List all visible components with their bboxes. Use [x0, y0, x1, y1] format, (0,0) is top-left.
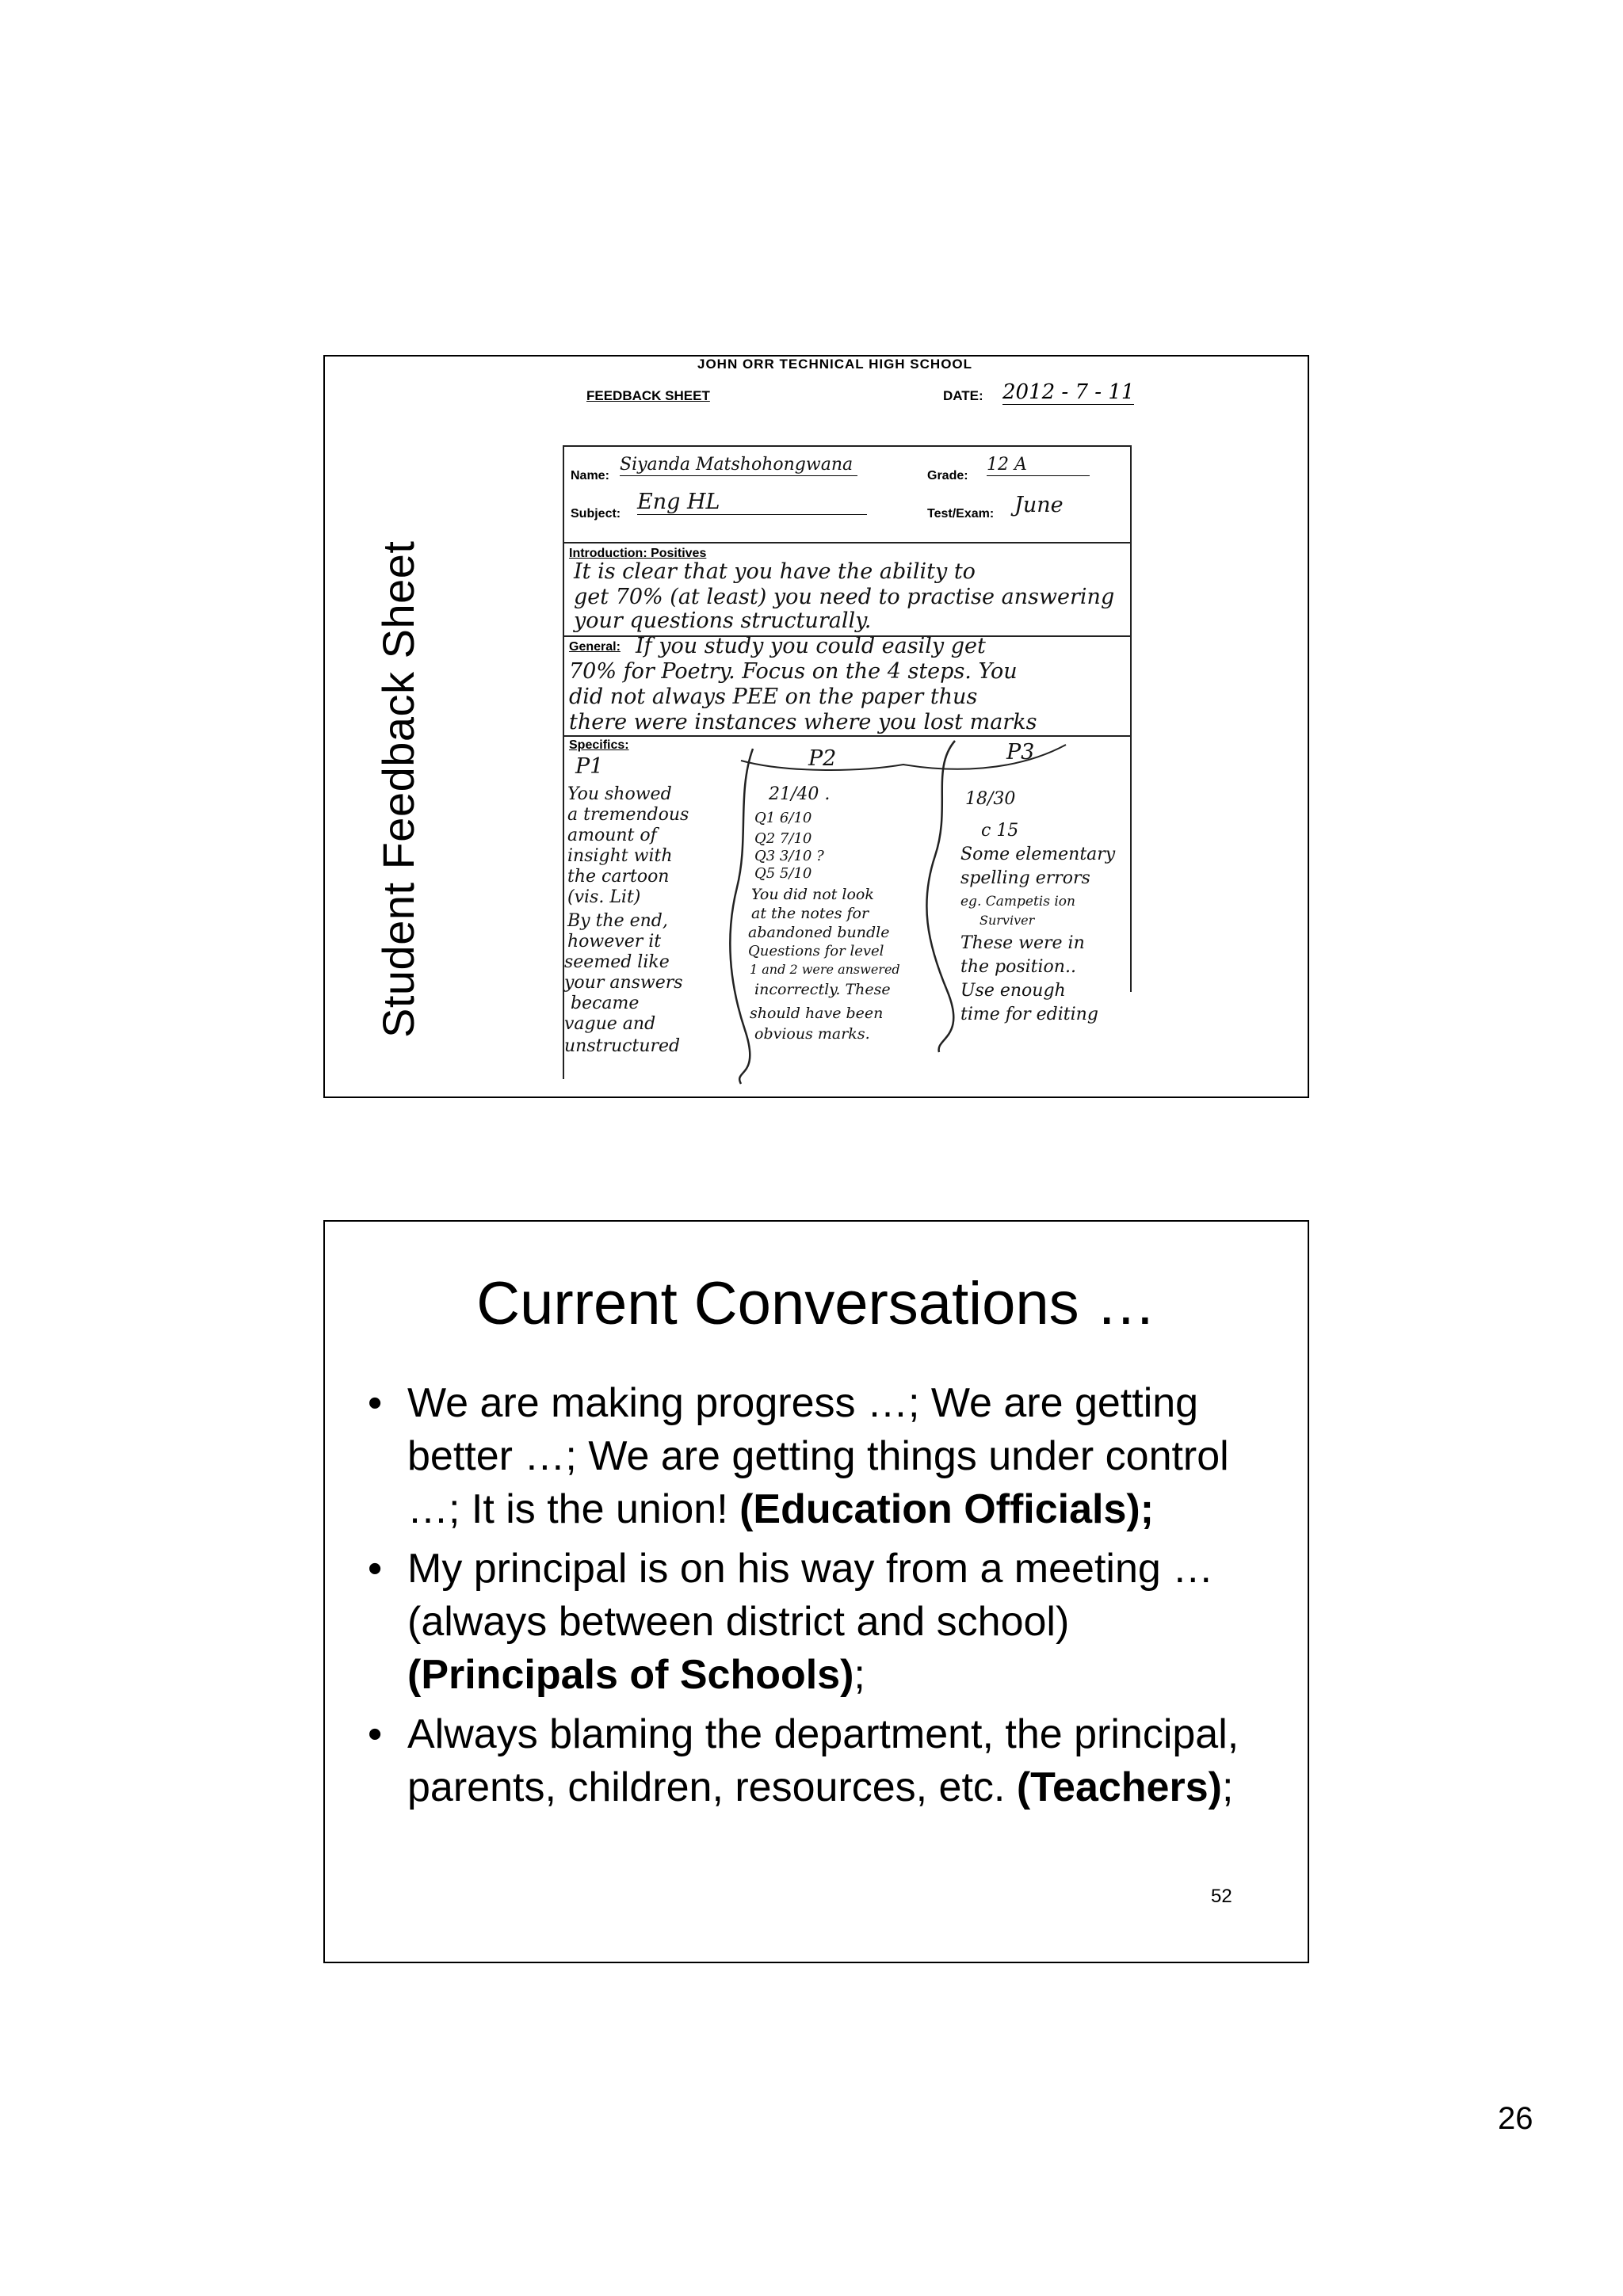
p2-heading: P2 [808, 746, 837, 771]
test-value: June [1014, 493, 1064, 517]
p1-line: however it [567, 932, 662, 952]
p3-line: Some elementary [960, 845, 1116, 864]
general-line: If you study you could easily get [636, 634, 986, 658]
form-top-border [563, 445, 1132, 447]
page-number: 26 [1498, 2101, 1533, 2136]
specifics-label: Specifics: [569, 738, 629, 752]
p2-line: You did not look [751, 886, 874, 903]
p2-line: 1 and 2 were answered [750, 962, 900, 977]
p1-line: unstructured [564, 1036, 681, 1056]
bullet-dot: • [368, 1711, 383, 1757]
p2-line: Q1 6/10 [754, 810, 812, 826]
p2-line: obvious marks. [754, 1025, 870, 1043]
subject-value: Eng HL [637, 490, 867, 515]
name-label: Name: [571, 469, 609, 482]
general-label: General: [569, 640, 621, 654]
p1-line: the cartoon [567, 867, 670, 887]
subject-label: Subject: [571, 507, 621, 521]
intro-line: your questions structurally. [574, 608, 872, 633]
p2-line: Q5 5/10 [754, 865, 812, 882]
specifics-brace [737, 729, 1070, 776]
p3-line: These were in [960, 933, 1085, 953]
divider-intro [563, 542, 1132, 543]
p3-line: c 15 [981, 821, 1019, 841]
p3-line: eg. Campetis ion [960, 894, 1075, 910]
school-name: JOHN ORR TECHNICAL HIGH SCHOOL [697, 357, 973, 372]
bullet-dot: • [368, 1546, 383, 1592]
p3-line: Use enough [960, 981, 1066, 1001]
general-line: did not always PEE on the paper thus [569, 685, 978, 709]
grade-label: Grade: [927, 469, 968, 482]
bullet-text: My principal is on his way from a meeting … (always between district and school) [407, 1546, 1214, 1645]
p2-line: abandoned bundle [748, 924, 890, 941]
bullet-bold: (Principals of Schools) [407, 1652, 854, 1698]
bullet-item [368, 1377, 1263, 1536]
p3-line: 18/30 [965, 789, 1016, 809]
date-label: DATE: [943, 388, 983, 403]
p3-line: spelling errors [960, 868, 1090, 888]
bullet-dot: • [368, 1380, 383, 1426]
p1-line: vague and [564, 1014, 656, 1034]
bullet-tail: ; [854, 1652, 865, 1698]
feedback-sheet-label: FEEDBACK SHEET [586, 388, 710, 403]
p1-line: your answers [564, 973, 683, 993]
bullet-item [368, 1543, 1263, 1702]
p3-line: the position.. [960, 957, 1076, 977]
grade-value: 12 A [987, 455, 1090, 476]
slide-student-feedback [323, 355, 1309, 1098]
test-label: Test/Exam: [927, 507, 995, 521]
p2-line: incorrectly. These [754, 981, 891, 998]
p3-line: time for editing [960, 1005, 1098, 1024]
p1-line: became [571, 994, 640, 1013]
bullet-text: We are making progress …; We are getting better …; We are getting things under control …; It is the union! [407, 1380, 1229, 1532]
p1-line: seemed like [564, 952, 670, 972]
p1-heading: P1 [575, 754, 604, 779]
p3-heading: P3 [1006, 740, 1035, 765]
bullet-bold: (Teachers) [1016, 1764, 1222, 1810]
bullet-bold: (Education Officials); [739, 1486, 1155, 1532]
intro-label: Introduction: Positives [569, 547, 707, 560]
p1-line: You showed [567, 784, 672, 804]
p2-line: 21/40 . [769, 784, 831, 804]
p1-line: By the end, [567, 911, 668, 931]
date-value: 2012 - 7 - 11 [1002, 380, 1135, 404]
slide-number: 52 [1211, 1886, 1232, 1907]
p1-line: amount of [567, 826, 657, 845]
general-line: 70% for Poetry. Focus on the 4 steps. You [569, 659, 1018, 684]
p2-line: Questions for level [748, 943, 884, 959]
p1-line: insight with [567, 846, 673, 866]
bullet-list [368, 1377, 1263, 1821]
bullet-item [368, 1708, 1263, 1814]
intro-line: get 70% (at least) you need to practise answering [574, 585, 1115, 609]
p2-line: at the notes for [751, 905, 869, 922]
p1-line: (vis. Lit) [567, 887, 641, 907]
form-right-border [1130, 445, 1132, 992]
slide-title: Current Conversations … [476, 1270, 1156, 1337]
p1-line: a tremendous [567, 805, 689, 825]
intro-line: It is clear that you have the ability to [574, 559, 976, 584]
bullet-tail: ; [1221, 1764, 1234, 1810]
bullet-text: Always blaming the department, the principal, parents, children, resources, etc. [407, 1711, 1239, 1810]
general-line: there were instances where you lost marks [569, 710, 1037, 734]
slide-current-conversations [323, 1220, 1309, 1963]
column-divider-2 [919, 737, 967, 1054]
p3-line: Surviver [980, 913, 1035, 928]
p2-line: Q3 3/10 ? [754, 848, 824, 864]
name-value: Siyanda Matshohongwana [620, 455, 857, 476]
p2-line: Q2 7/10 [754, 830, 812, 847]
p2-line: should have been [750, 1005, 884, 1022]
feedback-sheet-scan [547, 357, 1165, 1098]
slide-title: Student Feedback Sheet [373, 540, 423, 1038]
